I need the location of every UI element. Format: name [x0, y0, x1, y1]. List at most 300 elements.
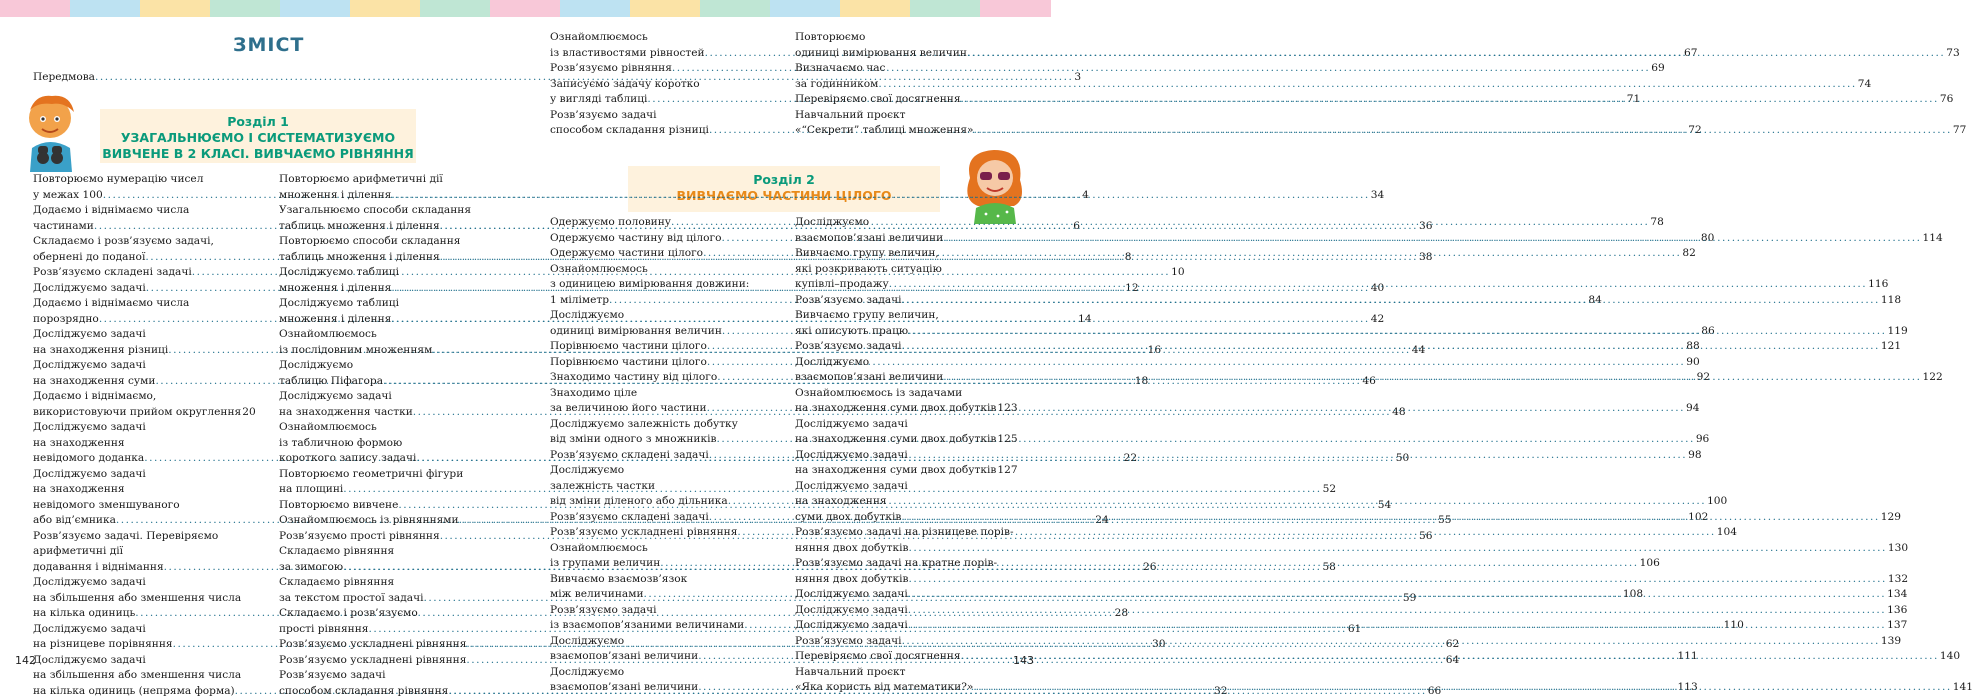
toc-entry-text: Порівнюємо частини цілого	[550, 355, 707, 371]
toc-entry-text: Вивчаємо групу величин,	[795, 246, 1017, 262]
toc-entry-text: порозрядно	[33, 312, 99, 328]
toc-entry[interactable]	[279, 327, 499, 358]
toc-entry-page: 36	[1418, 219, 1432, 235]
toc-entry[interactable]	[795, 618, 1017, 634]
toc-entry-page: 26	[1142, 560, 1156, 576]
toc-column-3-top	[550, 30, 772, 139]
toc-entry[interactable]	[279, 544, 499, 575]
toc-entry-text: з одиницею вимірювання довжини:	[550, 277, 772, 293]
toc-entry-text: прості рівняння	[279, 622, 368, 638]
toc-entry-page: 139	[1880, 634, 1901, 650]
toc-entry[interactable]	[279, 606, 499, 637]
toc-entry-page: 129	[1880, 510, 1901, 526]
toc-entry-text: додавання і віднімання	[33, 560, 164, 576]
toc-entry-text: Ознайомлюємось із рівняннями	[279, 513, 459, 529]
toc-entry-text: на кілька одиниць	[33, 606, 135, 622]
toc-entry-page: 52	[1322, 482, 1336, 498]
toc-entry[interactable]	[33, 358, 253, 389]
toc-entry-page: 113	[1677, 680, 1698, 696]
toc-entry-page: 8	[1124, 250, 1132, 266]
toc-entry-page: 58	[1321, 560, 1335, 576]
toc-entry[interactable]	[550, 108, 772, 139]
toc-entry-page: 42	[1370, 312, 1384, 328]
toc-entry-text: або від’ємника	[33, 513, 116, 529]
toc-entry-page: 122	[1922, 370, 1943, 386]
toc-entry-page: 59	[1402, 591, 1416, 607]
toc-entry-text: Розв’язуємо ускладнені рівняння	[550, 525, 737, 541]
toc-entry-text: Знаходимо частину від цілого	[550, 370, 717, 386]
toc-entry-text: Досліджуємо задачі	[33, 653, 253, 669]
toc-entry-page: 92	[1696, 370, 1710, 386]
toc-entry[interactable]	[550, 246, 772, 262]
toc-entry-text: Досліджуємо таблиці	[279, 265, 499, 281]
dot-leader	[908, 541, 1886, 557]
toc-entry-page: 56	[1418, 529, 1432, 545]
toc-entry-text: із табличною формою	[279, 436, 499, 452]
toc-entry-text: у вигляді таблиці	[550, 92, 647, 108]
toc-entry[interactable]	[279, 575, 499, 606]
toc-entry-text: із взаємопов’язаними величинами	[550, 618, 744, 634]
toc-entry[interactable]	[795, 215, 1017, 246]
toc-entry-text: Досліджуємо задачі	[33, 281, 146, 297]
toc-entry-page: 72	[1687, 123, 1701, 139]
toc-entry-text: Досліджуємо задачі	[795, 618, 908, 634]
toc-entry-page: 136	[1886, 603, 1907, 619]
toc-entry-text: Досліджуємо	[550, 308, 772, 324]
toc-entry-page: 77	[1952, 123, 1966, 139]
toc-entry-text: Перевіряємо свої досягнення	[795, 649, 961, 665]
toc-entry-page: 88	[1685, 339, 1699, 355]
toc-entry[interactable]	[550, 262, 772, 309]
toc-entry-text: Повторюємо нумерацію чисел	[33, 172, 253, 188]
toc-entry[interactable]	[550, 386, 772, 417]
toc-entry-text: Ознайомлюємось	[550, 262, 772, 278]
toc-entry[interactable]	[795, 61, 1017, 92]
toc-entry-text: взаємопов’язані величини	[795, 370, 943, 386]
toc-entry-text: Розв’язуємо ускладнені рівняння	[279, 637, 466, 653]
dot-leader	[943, 370, 1921, 386]
toc-entry-text: Складаємо і розв’язуємо задачі,	[33, 234, 253, 250]
toc-entry[interactable]	[550, 355, 772, 371]
toc-entry-text: від зміни діленого або дільника	[550, 494, 728, 510]
toc-entry[interactable]	[279, 296, 499, 327]
toc-entry[interactable]	[279, 467, 499, 498]
toc-entry[interactable]	[550, 510, 772, 526]
toc-entry-text: Ознайомлюємось із задачами	[795, 386, 1017, 402]
toc-entry-page: 108	[1622, 587, 1643, 603]
toc-entry-text: взаємопов’язані величини	[550, 649, 698, 665]
toc-entry[interactable]	[795, 108, 1017, 139]
toc-entry[interactable]	[550, 215, 772, 231]
toc-entry-page: 118	[1880, 293, 1901, 309]
toc-entry-page: 96	[1695, 432, 1709, 448]
toc-entry-text: Перевіряємо свої досягнення	[795, 92, 961, 108]
toc-entry-page: 24	[1094, 513, 1108, 529]
toc-entry-text: Досліджуємо задачі	[33, 575, 253, 591]
toc-entry-text: Досліджуємо задачі	[795, 448, 1017, 464]
toc-entry-text: множення і ділення	[279, 312, 391, 328]
toc-entry-text: за текстом простої задачі	[279, 591, 423, 607]
toc-entry-page: 134	[1886, 587, 1907, 603]
toc-entry-page: 121	[1880, 339, 1901, 355]
section2-title: ВИВЧАЄМО ЧАСТИНИ ЦІЛОГО	[628, 188, 940, 204]
section2-label: Розділ 2	[628, 172, 940, 188]
top-color-segment	[840, 0, 911, 17]
toc-entry-text: на кілька одиниць (непряма форма)	[33, 684, 235, 699]
toc-entry-text: Складаємо рівняння	[279, 544, 499, 560]
toc-entry[interactable]	[795, 386, 1017, 417]
toc-entry[interactable]	[279, 653, 499, 669]
toc-entry-text: 1 міліметр	[550, 293, 609, 309]
toc-entry[interactable]	[795, 30, 1017, 61]
toc-entry-text: залежність частки	[550, 479, 772, 495]
dot-leader	[908, 324, 1886, 340]
toc-entry-text: Складаємо і розв’язуємо	[279, 606, 499, 622]
toc-entry-page: 100	[1706, 494, 1727, 510]
toc-entry-page: 130	[1887, 541, 1908, 557]
toc-entry-page: 141	[1952, 680, 1973, 696]
toc-entry-text: одиниці вимірювання величин	[795, 46, 967, 62]
toc-entry-text: Ознайомлюємось	[279, 420, 499, 436]
toc-entry-page: 20	[241, 405, 255, 421]
toc-entry-text: купівлі–продажу	[795, 277, 889, 293]
toc-entry-page: 12	[1124, 281, 1138, 297]
toc-entry[interactable]	[279, 498, 499, 514]
toc-entry-text: Узагальнюємо способи складання	[279, 203, 499, 219]
toc-entry-text: «“Секрети” таблиці множення»	[795, 123, 974, 139]
toc-entry[interactable]	[795, 308, 1017, 339]
toc-entry-text: Досліджуємо задачі	[795, 479, 1017, 495]
toc-entry-text: Повторюємо геометричні фігури	[279, 467, 499, 483]
girl-illustration	[958, 144, 1036, 224]
toc-entry[interactable]	[795, 293, 1017, 309]
toc-entry-text: Ознайомлюємось	[550, 30, 772, 46]
toc-entry-text: від зміни одного з множників	[550, 432, 716, 448]
toc-entry[interactable]	[33, 296, 253, 327]
dot-leader	[908, 603, 1886, 619]
toc-entry[interactable]	[279, 513, 499, 529]
toc-entry-text: які розкривають ситуацію	[795, 262, 1017, 278]
toc-entry-text: Досліджуємо задачі	[33, 622, 253, 638]
toc-entry-text: використовуючи прийом округлення	[33, 405, 241, 421]
toc-entry-text: за зимогою	[279, 560, 343, 576]
toc-entry-text: няння двох добутків	[795, 541, 908, 557]
toc-entry-text: Досліджуємо задачі	[33, 420, 253, 436]
toc-entry-text: Розв’язуємо задачі	[550, 108, 772, 124]
top-color-segment	[770, 0, 841, 17]
toc-entry-text: таблиць множення і ділення	[279, 219, 440, 235]
toc-entry[interactable]	[33, 575, 253, 622]
toc-entry-text: на збільшення або зменшення числа	[33, 668, 253, 684]
toc-entry[interactable]	[550, 231, 772, 247]
toc-column-2	[279, 172, 499, 699]
preface-page: 3	[1073, 70, 1081, 86]
toc-entry[interactable]	[795, 634, 1017, 650]
toc-entry-page: 104	[1716, 525, 1737, 541]
toc-entry-text: Додаємо і віднімаємо числа	[33, 296, 253, 312]
toc-entry-text: Досліджуємо	[550, 463, 772, 479]
toc-entry-page: 55	[1437, 513, 1451, 529]
toc-entry-page: 125	[996, 432, 1017, 448]
toc-entry-text: Навчальний проєкт	[795, 665, 1017, 681]
toc-entry-page: 84	[1587, 293, 1601, 309]
toc-entry[interactable]	[550, 370, 772, 386]
dot-leader	[961, 649, 1939, 665]
toc-column-4	[795, 215, 1017, 696]
top-color-segment	[280, 0, 351, 17]
toc-entry[interactable]	[795, 339, 1017, 355]
toc-entry-text: Розв’язуємо задачі. Перевіряємо	[33, 529, 253, 545]
dot-leader	[908, 572, 1886, 588]
toc-entry-page: 110	[1723, 618, 1744, 634]
toc-entry-text: Розв’язуємо рівняння	[550, 61, 672, 77]
toc-entry-text: які описують працю	[795, 324, 908, 340]
dot-leader	[902, 634, 1880, 650]
toc-entry[interactable]	[279, 529, 499, 545]
toc-entry-page: 71	[1626, 92, 1640, 108]
dot-leader	[943, 231, 1921, 247]
toc-entry[interactable]	[550, 603, 772, 634]
toc-entry[interactable]	[795, 479, 1017, 526]
toc-entry[interactable]	[33, 622, 253, 653]
toc-entry-text: Розв’язуємо задачі	[550, 603, 772, 619]
toc-entry-text: Розв’язуємо задачі	[279, 668, 499, 684]
toc-entry-text: Навчальний проєкт	[795, 108, 1017, 124]
top-color-segment	[420, 0, 491, 17]
toc-entry-page: 64	[1445, 653, 1459, 669]
toc-entry-text: обернені до поданої	[33, 250, 145, 266]
toc-entry-page: 74	[1857, 77, 1871, 93]
toc-entry[interactable]	[33, 234, 253, 265]
toc-entry-text: Розв’язуємо задачі на кратне порів-	[795, 556, 1017, 572]
toc-entry-text: Розв’язуємо складені задачі	[550, 448, 709, 464]
toc-entry-page: 28	[1114, 606, 1128, 622]
preface-entry	[33, 70, 499, 86]
toc-entry-text: таблицю Піфагора	[279, 374, 383, 390]
toc-entry[interactable]	[550, 665, 772, 696]
toc-entry-page: 106	[1639, 556, 1660, 572]
toc-entry[interactable]	[33, 420, 253, 467]
toc-entry[interactable]	[33, 467, 253, 529]
toc-entry-page: 102	[1687, 510, 1708, 526]
toc-entry-text: Досліджуємо	[550, 665, 772, 681]
page-number-right: 143	[1013, 654, 1034, 667]
toc-entry-text: Записуємо задачу коротко	[550, 77, 772, 93]
toc-entry-text: короткого запису задачі	[279, 451, 416, 467]
toc-entry[interactable]	[795, 246, 1017, 293]
toc-entry[interactable]	[33, 327, 253, 358]
toc-entry-page: 46	[1361, 374, 1375, 390]
toc-entry-page: 86	[1700, 324, 1714, 340]
toc-entry-page: 116	[1867, 277, 1888, 293]
toc-entry-text: Одержуємо половину	[550, 215, 671, 231]
toc-entry-text: взаємопов’язані величини	[550, 680, 698, 696]
toc-entry[interactable]	[279, 420, 499, 467]
toc-entry[interactable]	[550, 525, 772, 541]
section1-banner	[100, 109, 416, 163]
top-color-segment	[70, 0, 141, 17]
toc-entry[interactable]	[795, 587, 1017, 603]
dot-leader	[908, 587, 1886, 603]
toc-entry-text: Повторюємо арифметичні дії	[279, 172, 499, 188]
toc-entry-page: 44	[1411, 343, 1425, 359]
toc-entry[interactable]	[33, 389, 253, 420]
toc-entry[interactable]	[795, 417, 1017, 448]
toc-entry[interactable]	[550, 463, 772, 510]
toc-entry[interactable]	[279, 358, 499, 389]
toc-entry-text: Ознайомлюємось	[279, 327, 499, 343]
toc-entry-text: Додаємо і віднімаємо числа	[33, 203, 253, 219]
toc-entry[interactable]	[279, 203, 499, 234]
toc-entry-page: 137	[1886, 618, 1907, 634]
toc-entry[interactable]	[33, 653, 253, 699]
toc-entry-text: одиниці вимірювання величин	[550, 324, 722, 340]
toc-entry-text: Досліджуємо задачі	[33, 327, 253, 343]
toc-entry-page: 78	[1649, 215, 1663, 231]
toc-entry[interactable]	[33, 265, 253, 281]
toc-entry-text: «Яка користь від математики?»	[795, 680, 973, 696]
section1-label: Розділ 1	[100, 114, 416, 130]
toc-entry-text: Повторюємо вивчене	[279, 498, 398, 514]
toc-entry-text: Повторюємо	[795, 30, 1017, 46]
toc-entry[interactable]	[795, 448, 1017, 479]
toc-entry-text: Вивчаємо взаємозв’язок	[550, 572, 772, 588]
toc-entry-text: няння двох добутків	[795, 572, 908, 588]
toc-entry-text: арифметичні дії	[33, 544, 253, 560]
toc-entry[interactable]	[795, 556, 1017, 587]
top-color-segment	[490, 0, 561, 17]
toc-entry-page: 61	[1347, 622, 1361, 638]
toc-entry-text: Досліджуємо задачі	[795, 417, 1017, 433]
toc-entry[interactable]	[279, 389, 499, 420]
toc-entry-text: Додаємо і віднімаємо,	[33, 389, 253, 405]
toc-entry-text: у межах 100	[33, 188, 103, 204]
toc-entry-page: 67	[1683, 46, 1697, 62]
dot-leader	[908, 618, 1886, 634]
toc-entry[interactable]	[33, 529, 253, 576]
toc-entry[interactable]	[550, 634, 772, 665]
toc-entry-page: 32	[1213, 684, 1227, 699]
toc-entry-page: 119	[1887, 324, 1908, 340]
toc-entry-text: із властивостями рівностей	[550, 46, 705, 62]
toc-entry-text: на знаходження суми двох добутків	[795, 401, 996, 417]
toc-entry[interactable]	[795, 603, 1017, 619]
toc-entry[interactable]	[550, 61, 772, 77]
toc-entry[interactable]	[550, 77, 772, 108]
toc-entry[interactable]	[33, 172, 253, 203]
toc-column-4-top	[795, 30, 1017, 139]
toc-entry-text: на знаходження різниці	[33, 343, 168, 359]
toc-entry-text: множення і ділення	[279, 281, 391, 297]
toc-entry-text: Досліджуємо таблиці	[279, 296, 499, 312]
toc-entry-text: Розв’язуємо задачі	[795, 339, 902, 355]
toc-entry-page: 90	[1685, 355, 1699, 371]
toc-entry-page: 18	[1134, 374, 1148, 390]
top-color-segment	[630, 0, 701, 17]
toc-entry-text: Розв’язуємо складені задачі	[33, 265, 192, 281]
dot-leader	[973, 680, 1951, 696]
toc-entry-page: 4	[1081, 188, 1089, 204]
toc-entry-text: із послідовним множенням	[279, 343, 432, 359]
toc-entry-page: 123	[996, 401, 1017, 417]
toc-entry-text: Ознайомлюємось	[550, 541, 772, 557]
toc-entry-text: Досліджуємо залежність добутку	[550, 417, 772, 433]
toc-entry[interactable]	[550, 541, 772, 572]
toc-entry-text: Досліджуємо	[795, 355, 1017, 371]
dot-leader	[878, 77, 1856, 93]
toc-entry-page: 94	[1685, 401, 1699, 417]
toc-entry-text: Розв’язуємо складені задачі	[550, 510, 709, 526]
toc-entry[interactable]	[279, 668, 499, 699]
toc-entry-text: Вивчаємо групу величин,	[795, 308, 1017, 324]
toc-entry[interactable]	[33, 203, 253, 234]
toc-entry-page: 30	[1151, 637, 1165, 653]
top-color-segment	[210, 0, 281, 17]
toc-entry-page: 73	[1945, 46, 1959, 62]
toc-entry-text: способом складання рівняння	[279, 684, 448, 699]
toc-entry-text: Знаходимо ціле	[550, 386, 772, 402]
toc-entry[interactable]	[279, 172, 499, 203]
toc-entry-page: 10	[1170, 265, 1184, 281]
boy-illustration	[16, 88, 88, 172]
toc-entry-text: Одержуємо частини цілого	[550, 246, 703, 262]
toc-entry-page: 127	[996, 463, 1017, 479]
toc-entry-text: на площині	[279, 482, 343, 498]
toc-entry[interactable]	[795, 355, 1017, 386]
toc-entry[interactable]	[550, 308, 772, 339]
toc-entry-text: множення і ділення	[279, 188, 391, 204]
toc-entry[interactable]	[550, 30, 772, 61]
toc-entry-page: 22	[1123, 451, 1137, 467]
toc-entry-page: 40	[1370, 281, 1384, 297]
toc-entry-text: між величинами	[550, 587, 644, 603]
toc-entry[interactable]	[279, 265, 499, 296]
toc-entry-page: 114	[1922, 231, 1943, 247]
toc-entry-text: Досліджуємо	[550, 634, 772, 650]
toc-entry-page: 80	[1700, 231, 1714, 247]
toc-entry[interactable]	[795, 92, 1017, 108]
toc-entry[interactable]	[795, 649, 1017, 665]
toc-entry-page: 111	[1677, 649, 1698, 665]
toc-entry[interactable]	[795, 525, 1017, 556]
toc-entry-page: 66	[1427, 684, 1441, 699]
toc-entry-text: Розв’язуємо задачі на різницеве порів-	[795, 525, 1017, 541]
toc-entry-page: 50	[1395, 451, 1409, 467]
toc-entry[interactable]	[550, 339, 772, 355]
toc-entry-page: 76	[1939, 92, 1953, 108]
toc-entry-text: на знаходження	[795, 494, 1017, 510]
toc-entry-page: 6	[1072, 219, 1080, 235]
toc-entry[interactable]	[279, 637, 499, 653]
toc-entry-text: Досліджуємо задачі	[279, 389, 499, 405]
toc-entry-page: 48	[1391, 405, 1405, 421]
toc-entry[interactable]	[33, 281, 253, 297]
toc-entry[interactable]	[279, 234, 499, 265]
toc-entry-text: на знаходження	[33, 482, 253, 498]
toc-entry-page: 69	[1650, 61, 1664, 77]
toc-entry-text: таблиць множення і ділення	[279, 250, 440, 266]
toc-entry-text: суми двох добутків	[795, 510, 901, 526]
toc-entry[interactable]	[550, 448, 772, 464]
toc-entry-page: 38	[1418, 250, 1432, 266]
toc-entry-text: Повторюємо способи складання	[279, 234, 499, 250]
toc-entry[interactable]	[550, 417, 772, 448]
toc-entry[interactable]	[795, 665, 1017, 696]
toc-entry-text: Досліджуємо задачі	[33, 467, 253, 483]
toc-entry-text: на збільшення або зменшення числа	[33, 591, 253, 607]
toc-entry[interactable]	[550, 572, 772, 603]
top-color-segment	[560, 0, 631, 17]
